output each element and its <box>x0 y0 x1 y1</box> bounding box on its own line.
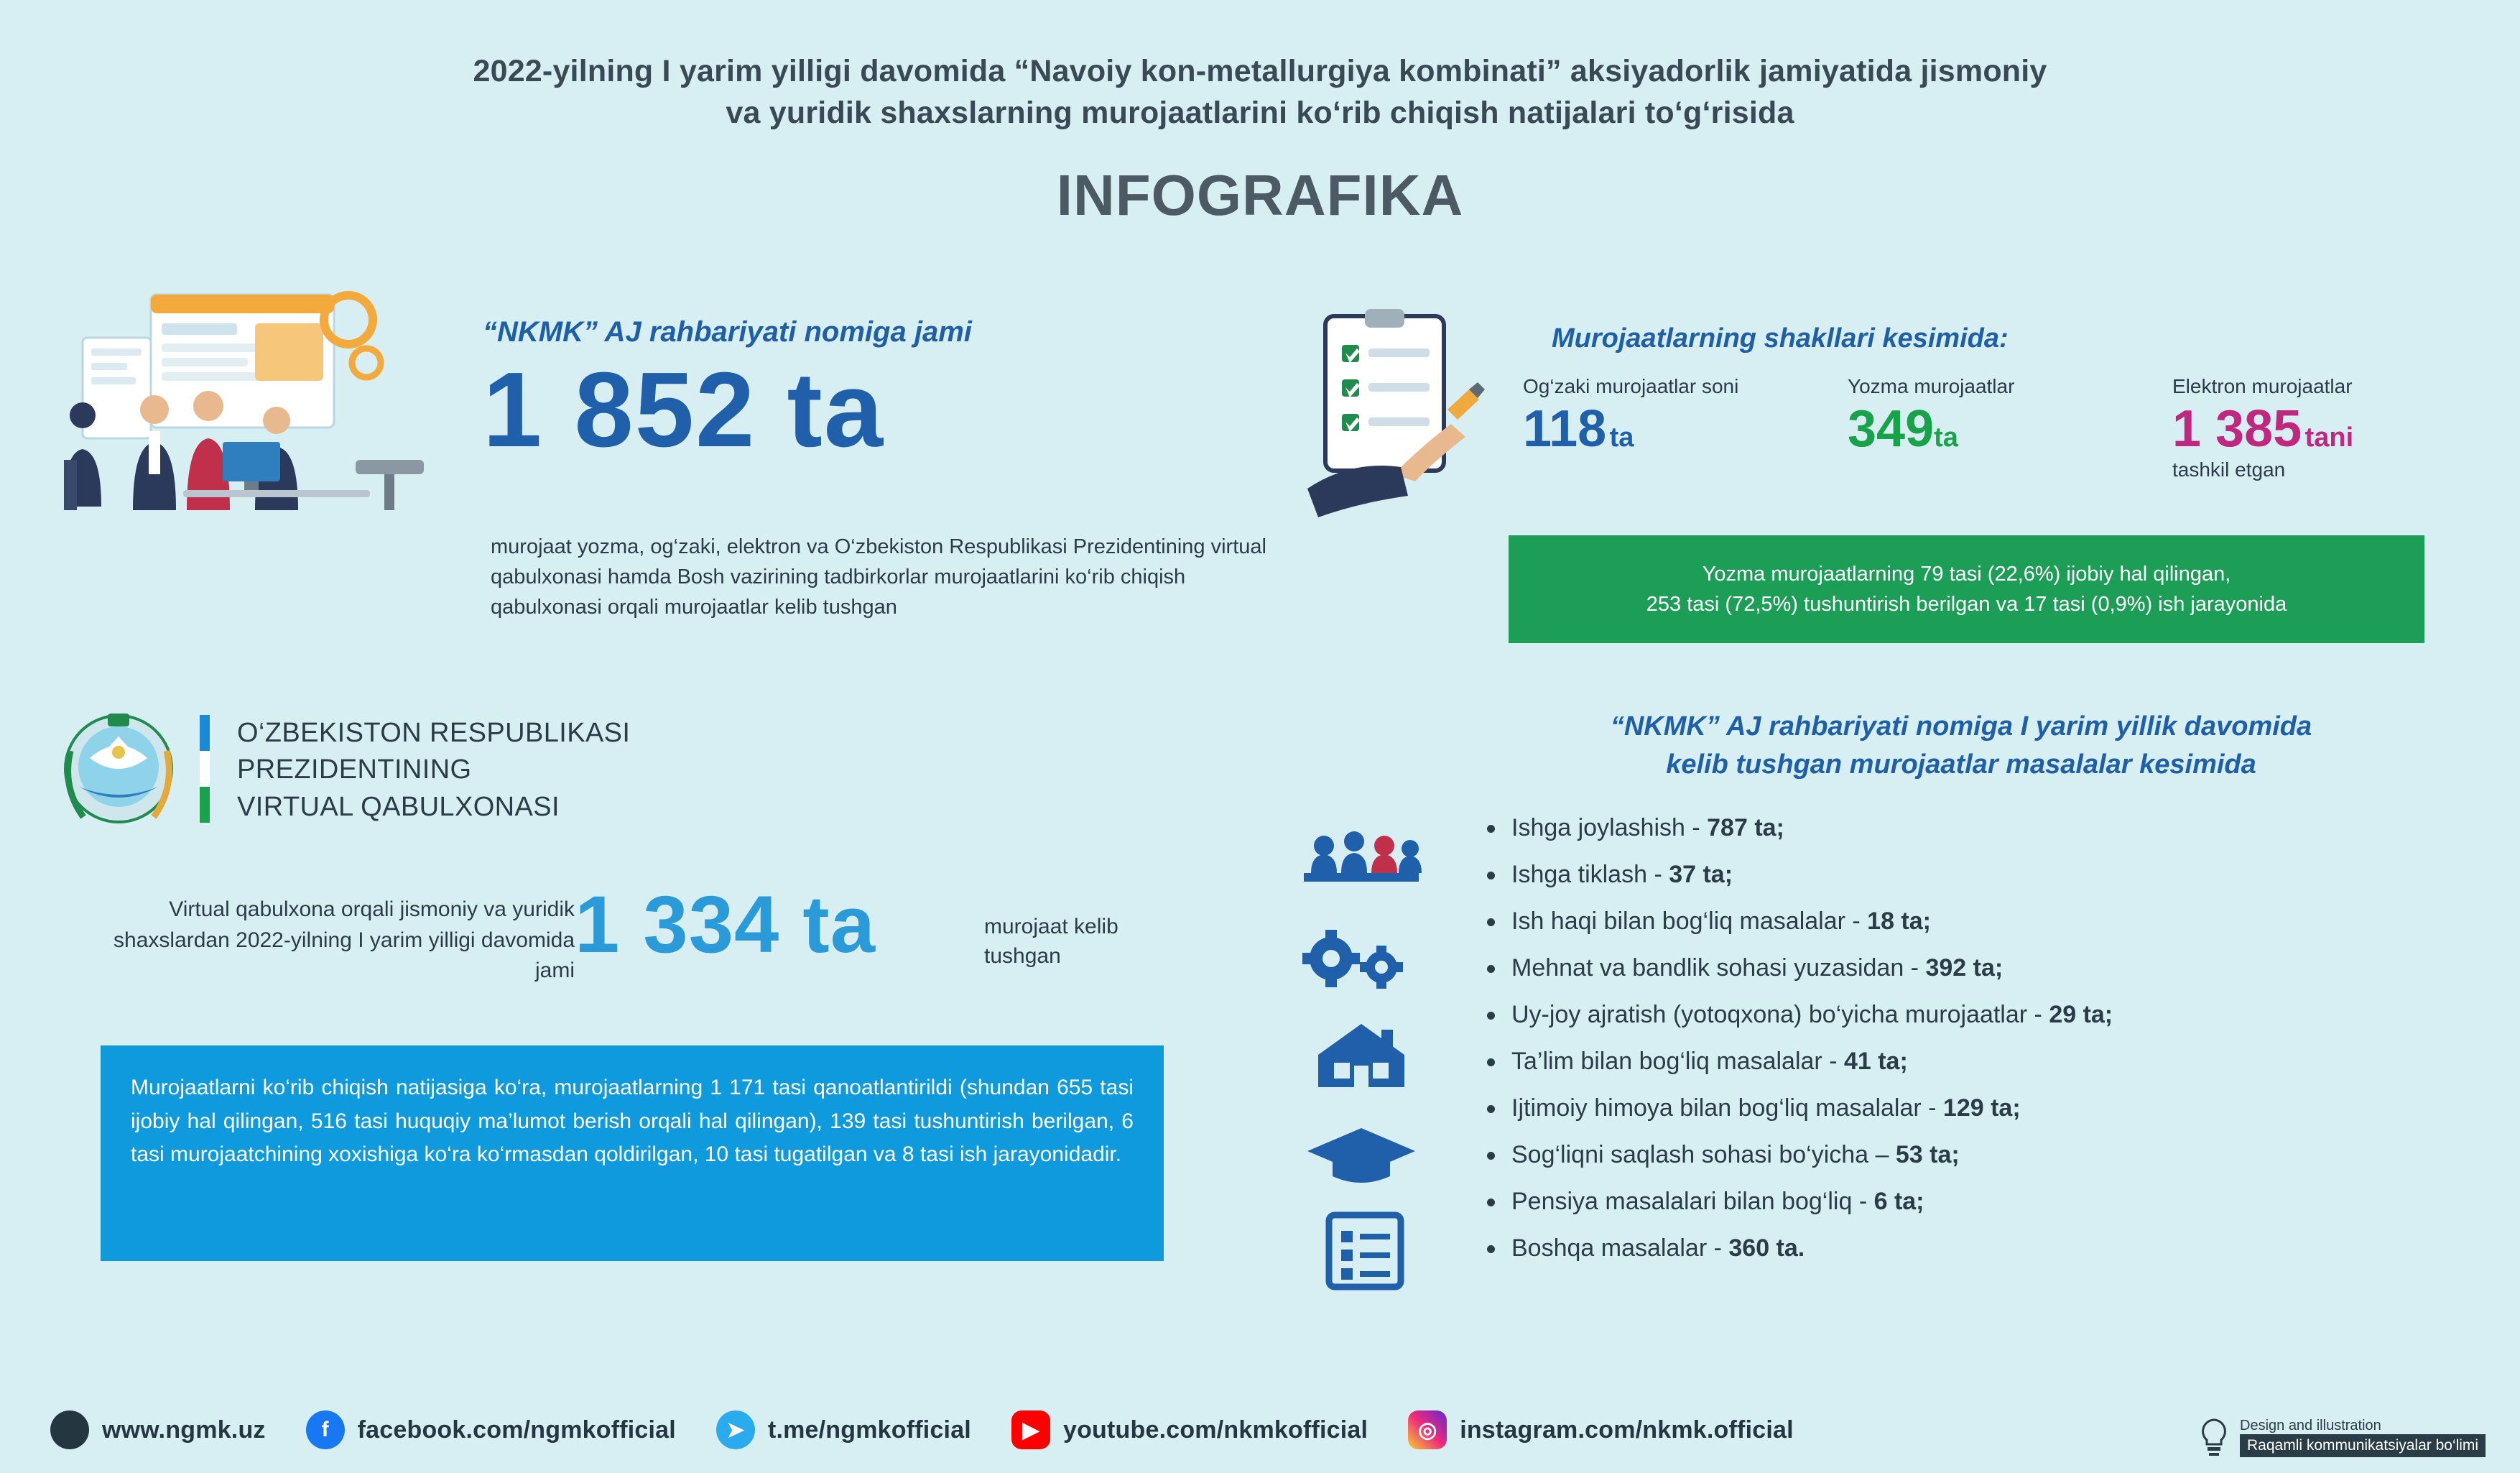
issue-icons-column <box>1289 823 1455 1315</box>
footer-website[interactable] <box>50 1410 266 1449</box>
issue-value: 18 ta; <box>1867 908 1931 935</box>
issue-label: Ishga tiklash - <box>1511 861 1669 888</box>
block1-total-number: 1 852 ta <box>483 351 885 469</box>
issues-list <box>1480 816 2471 1283</box>
form-label-electronic: Elektron murojaatlar <box>2172 375 2353 397</box>
issue-value: 6 ta; <box>1873 1188 1924 1215</box>
virtual-reception-title-line3: VIRTUAL QABULXONASI <box>237 791 560 822</box>
virtual-reception-right-text: murojaat kelib tushgan <box>984 915 1118 968</box>
issue-label: Ishga joylashish - <box>1511 814 1708 841</box>
issue-value: 37 ta; <box>1669 861 1733 888</box>
forms-title: Murojaatlarning shakllari kesimida: <box>1552 323 2009 354</box>
issue-label: Uy-joy ajratish (yotoqxona) bo‘yicha murojaatlar - <box>1511 1001 2049 1028</box>
issue-value: 787 ta; <box>1707 814 1784 841</box>
issue-label: Ijtimoiy himoya bilan bog‘liq masalalar - <box>1511 1094 1943 1122</box>
list-item <box>1480 956 2471 980</box>
virtual-reception-title <box>237 715 630 826</box>
people-group-icon <box>1289 823 1455 905</box>
gears-icon <box>1289 923 1455 998</box>
form-unit-electronic: tani <box>2304 422 2354 453</box>
form-unit-written: ta <box>1934 422 1958 453</box>
form-value-oral <box>1523 400 1822 458</box>
list-item <box>1480 1096 2471 1120</box>
form-unit-oral: ta <box>1609 422 1634 453</box>
form-value-electronic <box>2172 400 2471 458</box>
issue-label: Boshqa masalalar - <box>1511 1234 1729 1262</box>
form-number-electronic: 1 385 <box>2172 400 2302 458</box>
header-line-2: va yuridik shaxslarning murojaatlarini ko‘rib chiqish natijalari to‘g‘risida <box>726 96 1794 131</box>
page-title: INFOGRAFIKA <box>1056 163 1464 228</box>
list-item <box>1480 1189 2471 1214</box>
written-appeals-summary-text <box>1646 559 2287 619</box>
list-item <box>1480 1236 2471 1260</box>
list-item <box>1480 862 2471 887</box>
facebook-icon: f <box>306 1410 345 1449</box>
form-sub-electronic: tashkil etgan <box>2172 458 2286 481</box>
footer-facebook-label: facebook.com/ngmkofficial <box>357 1416 676 1444</box>
header-line-1: 2022-yilning I yarim yilligi davomida “Navoiy kon-metallurgiya kombinati” aksiyadorlik jamiyatida jismoniy <box>473 54 2047 88</box>
page-header <box>0 50 2520 228</box>
credit-line-2: Raqamli kommunikatsiyalar bo‘limi <box>2240 1434 2486 1457</box>
globe-icon <box>50 1410 89 1449</box>
virtual-reception-left-text: Virtual qabulxona orqali jismoniy va yuridik shaxslardan 2022-yilning I yarim yilligi davomida jami <box>114 897 575 983</box>
virtual-reception-summary-text: Murojaatlarni ko‘rib chiqish natijasiga ko‘ra, murojaatlarning 1 171 tasi qanoatlantirildi (shundan 655 tasi ijobiy hal qilingan, 516 tasi huquqiy ma’lumot berish orqali hal qilingan), 139 tasi tushuntirish berilgan, 6 tasi murojaatchining xoxishiga ko‘ra ko‘rmasdan qoldirilgan, 10 tasi tugatilgan va 8 tasi ish jarayonidadir. <box>131 1076 1134 1166</box>
office-people-illustration <box>40 287 485 525</box>
written-appeals-summary-line1: Yozma murojaatlarning 79 tasi (22,6%) ijobiy hal qilingan, <box>1702 562 2231 586</box>
flag-color-bars <box>200 715 210 826</box>
written-appeals-summary-line2: 253 tasi (72,5%) tushuntirish berilgan va 17 tasi (0,9%) ish jarayonida <box>1646 593 2287 616</box>
block1-title: “NKMK” AJ rahbariyati nomiga jami <box>483 316 972 348</box>
form-label-written: Yozma murojaatlar <box>1848 375 2015 397</box>
list-item <box>1480 909 2471 933</box>
credit-block <box>2197 1417 2477 1457</box>
virtual-reception-title-line1: O‘ZBEKISTON RESPUBLIKASI <box>237 718 631 748</box>
issue-label: Sog‘liqni saqlash sohasi bo‘yicha – <box>1511 1141 1896 1168</box>
issue-label: Ish haqi bilan bog‘liq masalalar - <box>1511 908 1868 935</box>
block1-description: murojaat yozma, og‘zaki, elektron va O‘zbekiston Respublikasi Prezidentining virtual qabulxonasi hamda Bosh vazirining tadbirkorlar murojaatlarini ko‘rib chiqish qabulxonasi orqali murojaatlar kelib tushgan <box>491 535 1266 619</box>
written-appeals-summary-box <box>1509 535 2424 643</box>
list-item <box>1480 816 2471 840</box>
footer-telegram[interactable] <box>716 1410 971 1449</box>
form-value-written <box>1848 400 2146 458</box>
footer-social-bar <box>0 1387 2520 1473</box>
form-number-oral: 118 <box>1523 400 1607 458</box>
issues-title <box>1451 708 2471 784</box>
form-column-electronic <box>2172 374 2471 481</box>
forms-columns <box>1523 374 2471 481</box>
instagram-icon: ◎ <box>1408 1410 1447 1449</box>
form-column-written <box>1848 374 2146 481</box>
issue-value: 53 ta; <box>1895 1141 1960 1168</box>
clipboard-checklist-illustration <box>1286 309 1501 539</box>
issue-value: 392 ta; <box>1925 954 2004 982</box>
footer-youtube-label: youtube.com/nkmkofficial <box>1062 1416 1368 1444</box>
footer-telegram-label: t.me/ngmkofficial <box>767 1416 971 1444</box>
list-item <box>1480 1049 2471 1073</box>
youtube-icon: ▶ <box>1011 1410 1050 1449</box>
issues-title-line1: “NKMK” AJ rahbariyati nomiga I yarim yillik davomida <box>1610 711 2312 742</box>
telegram-icon: ➤ <box>716 1410 755 1449</box>
footer-website-label: www.ngmk.uz <box>102 1416 266 1444</box>
house-icon <box>1289 1015 1455 1098</box>
issue-value: 129 ta; <box>1942 1094 2021 1122</box>
footer-instagram[interactable] <box>1408 1410 1794 1449</box>
footer-instagram-label: instagram.com/nkmk.official <box>1460 1416 1794 1444</box>
issue-label: Pensiya masalalari bilan bog‘liq - <box>1511 1188 1874 1215</box>
issue-value: 41 ta; <box>1843 1048 1908 1075</box>
form-number-written: 349 <box>1848 400 1935 458</box>
issues-title-line2: kelib tushgan murojaatlar masalalar kesimida <box>1666 749 2256 780</box>
list-item <box>1480 1142 2471 1167</box>
footer-facebook[interactable] <box>306 1410 676 1449</box>
form-label-oral: Og‘zaki murojaatlar soni <box>1523 375 1739 397</box>
checklist-icon <box>1289 1208 1455 1298</box>
issue-value: 360 ta. <box>1728 1234 1805 1262</box>
graduation-cap-icon <box>1289 1115 1455 1191</box>
virtual-reception-title-line2: PREZIDENTINING <box>237 754 472 785</box>
footer-youtube[interactable] <box>1011 1410 1368 1449</box>
issue-label: Mehnat va bandlik sohasi yuzasidan - <box>1511 954 1926 982</box>
virtual-reception-summary-box <box>101 1045 1164 1261</box>
lightbulb-icon <box>2197 1417 2231 1457</box>
issue-label: Ta’lim bilan bog‘liq masalalar - <box>1511 1048 1844 1075</box>
form-column-oral <box>1523 374 1822 481</box>
uzbekistan-emblem-icon <box>50 708 187 830</box>
credit-line-1: Design and illustration <box>2240 1417 2381 1433</box>
list-item <box>1480 1002 2471 1027</box>
issue-value: 29 ta; <box>2049 1001 2113 1028</box>
virtual-reception-number: 1 334 ta <box>575 879 876 969</box>
